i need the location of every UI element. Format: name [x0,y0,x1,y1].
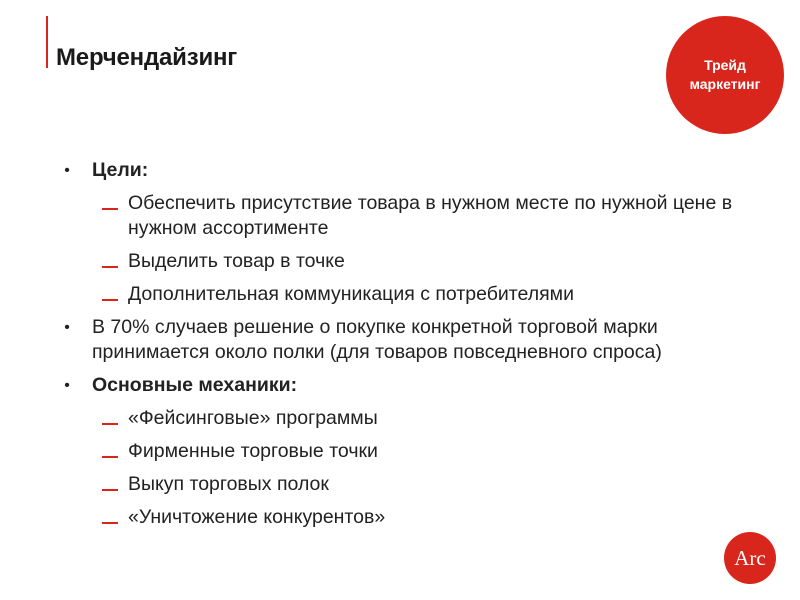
red-dash-icon [102,489,118,491]
badge-line-1: Трейд [704,57,746,73]
list-item [60,472,760,497]
list-item-text: Обеспечить присутствие товара в нужном месте по нужной цене в нужном ассортименте [128,192,733,239]
list-item [60,249,760,274]
arc-logo [724,532,776,584]
title-accent-bar [46,16,48,68]
list-item [60,282,760,307]
badge-line-2: маркетинг [689,76,761,92]
list-item [60,505,760,530]
arc-logo-text: Arc [734,546,766,570]
list-item-text: В 70% случаев решение о покупке конкретной торговой марки принимается около полки (для товаров повседневного спроса) [92,316,662,363]
list-item-text: «Уничтожение конкурентов» [128,506,386,528]
list-item [60,315,760,365]
list-item-text: Дополнительная коммуникация с потребителями [128,283,574,305]
red-dash-icon [102,423,118,425]
list-item-text: Выкуп торговых полок [128,473,329,495]
red-dash-icon [102,208,118,210]
red-dash-icon [102,299,118,301]
list-item-text: «Фейсинговые» программы [128,407,378,429]
arc-logo-icon [724,532,776,584]
bullet-dot-icon: • [64,377,70,394]
list-item [60,439,760,464]
list-item-text: Выделить товар в точке [128,250,345,272]
list-item [60,406,760,431]
list-item [60,158,760,183]
badge-text [690,56,761,94]
slide-title: Мерчендайзинг [56,44,238,71]
list-item [60,191,760,241]
list-item-text: Основные механики: [92,374,298,396]
bullet-dot-icon: • [64,319,70,336]
list-item [60,373,760,398]
bullet-list [60,158,760,538]
list-item-text: Цели: [92,159,149,181]
trade-marketing-badge [666,16,784,134]
red-dash-icon [102,266,118,268]
red-dash-icon [102,456,118,458]
list-item-text: Фирменные торговые точки [128,440,378,462]
bullet-dot-icon: • [64,162,70,179]
red-dash-icon [102,522,118,524]
